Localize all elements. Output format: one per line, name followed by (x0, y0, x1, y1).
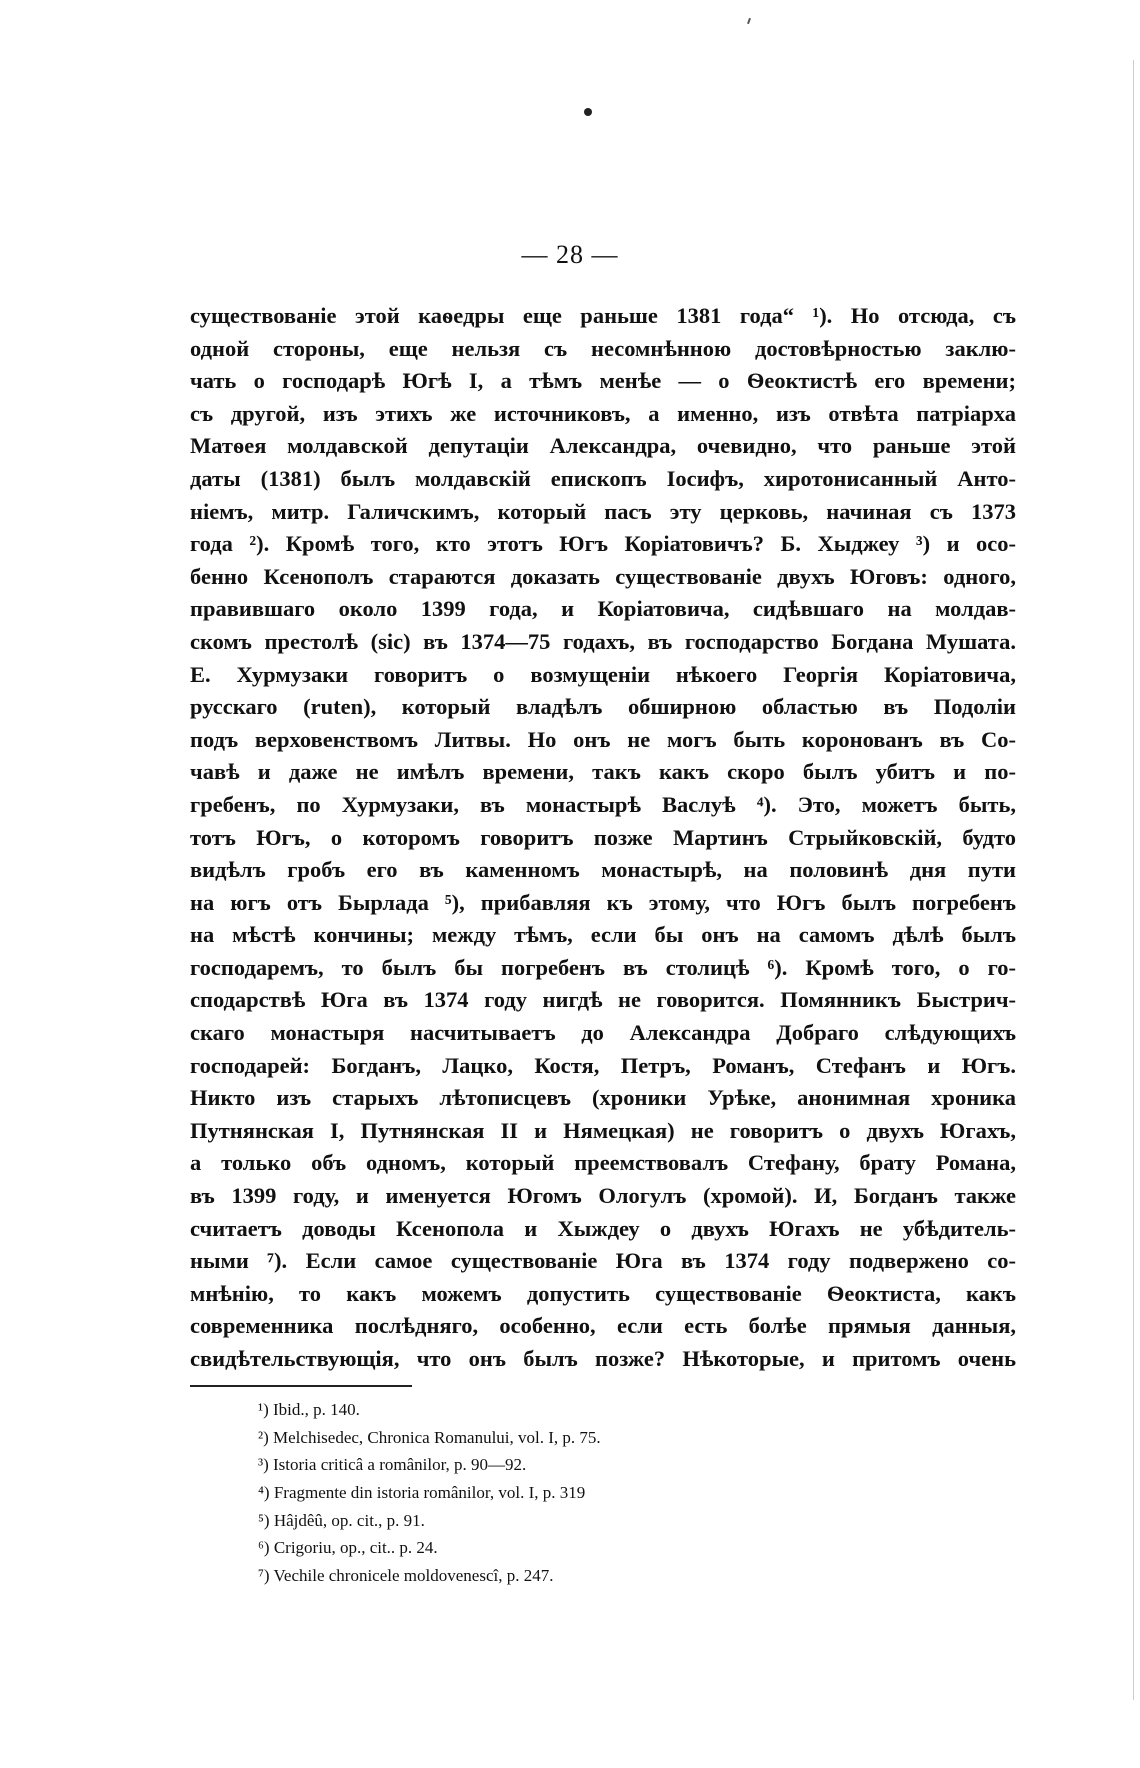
text-line: скомъ престолѣ (sic) въ 1374—75 годахъ, въ господарство Богдана Мушата. (190, 628, 1016, 654)
page-edge (1133, 60, 1134, 1700)
text-line: съ другой, изъ этихъ же источниковъ, а именно, изъ отвѣта патріарха (190, 400, 1016, 426)
text-line: сподарствѣ Юга въ 1374 году нигдѣ не говорится. Помянникъ Быстрич- (190, 987, 1016, 1013)
footnote: ⁷) Vechile chronicele moldovenescî, p. 247. (258, 1566, 554, 1586)
text-line: Путнянская I, Путнянская II и Нямецкая) не говоритъ о двухъ Югахъ, (190, 1117, 1016, 1143)
footnote: ⁴) Fragmente din istoria românilor, vol. I, p. 319 (258, 1483, 586, 1503)
text-line: въ 1399 году, и именуется Югомъ Ологулъ (хромой). И, Богданъ также (190, 1183, 1016, 1209)
text-line: гребенъ, по Хурмузаки, въ монастырѣ Васлуѣ ⁴). Это, можетъ быть, (190, 791, 1016, 817)
text-line: одной стороны, еще нельзя съ несомнѣнною достовѣрностью заклю- (190, 335, 1016, 361)
text-line: ными ⁷). Если самое существованіе Юга въ 1374 году подвержено со- (190, 1248, 1016, 1274)
text-line: господаремъ, то былъ бы погребенъ въ столицѣ ⁶). Кромѣ того, о го- (190, 954, 1016, 980)
text-line: Е. Хурмузаки говоритъ о возмущеніи нѣкоего Георгія Коріатовича, (190, 661, 1016, 687)
page-number: — 28 — (521, 240, 619, 269)
footnote: ³) Istoria criticâ a românilor, p. 90—92. (258, 1455, 527, 1475)
text-line: чать о господарѣ Югѣ I, а тѣмъ менѣе — о Ѳеоктистѣ его времени; (190, 368, 1016, 394)
text-line: на югъ отъ Бырлада ⁵), прибавляя къ этому, что Югъ былъ погребенъ (190, 889, 1016, 915)
footnote: ⁵) Hâjdêû, op. cit., p. 91. (258, 1510, 425, 1530)
text-line: Матѳея молдавской депутаціи Александра, очевидно, что раньше этой (190, 433, 1016, 459)
text-line: русскаго (ruten), который владѣлъ обширною областью въ Подоліи (190, 694, 1016, 720)
text-line: свидѣтельствующія, что онъ былъ позже? Нѣкоторые, и притомъ очень (190, 1346, 1016, 1371)
text-line: подъ верховенствомъ Литвы. Но онъ не могъ быть коронованъ въ Со- (190, 726, 1016, 752)
footnote-divider (190, 1385, 412, 1387)
text-line: видѣлъ гробъ его въ каменномъ монастырѣ, на половинѣ дня пути (190, 857, 1016, 883)
text-line: ніемъ, митр. Галичскимъ, который пасъ эту церковь, начиная съ 1373 (190, 498, 1016, 524)
footnote: ¹) Ibid., p. 140. (258, 1400, 360, 1419)
text-line: считаетъ доводы Ксенопола и Хыждеу о двухъ Югахъ не убѣдитель- (190, 1215, 1016, 1241)
text-line: правившаго около 1399 года, и Коріатовича, сидѣвшаго на молдав- (190, 596, 1016, 622)
footnotes (258, 1396, 858, 1590)
ink-dot (584, 108, 592, 116)
text-line: а только объ одномъ, который преемствовалъ Стефану, брату Романа, (190, 1150, 1016, 1176)
text-line: бенно Ксенополъ стараются доказать существованіе двухъ Юговъ: одного, (190, 563, 1016, 589)
text-line: господарей: Богданъ, Лацко, Костя, Петръ, Романъ, Стефанъ и Югъ. (190, 1052, 1016, 1078)
text-line: скаго монастыря насчитываетъ до Александра Добраго слѣдующихъ (190, 1020, 1016, 1046)
text-line: на мѣстѣ кончины; между тѣмъ, если бы онъ на самомъ дѣлѣ былъ (190, 922, 1016, 948)
footnote: ²) Melchisedec, Chronica Romanului, vol. I, p. 75. (258, 1427, 601, 1447)
text-line: года ²). Кромѣ того, кто этотъ Югъ Коріатовичъ? Б. Хыджеу ³) и осо- (190, 531, 1016, 557)
body-text (190, 300, 1016, 1376)
text-line: даты (1381) былъ молдавскій епископъ Іосифъ, хиротонисанный Анто- (190, 465, 1016, 491)
text-line: тотъ Югъ, о которомъ говоритъ позже Мартинъ Стрыйковскій, будто (190, 824, 1016, 850)
text-line: Никто изъ старыхъ лѣтописцевъ (хроники Урѣке, анонимная хроника (190, 1085, 1016, 1111)
text-line: современника послѣдняго, особенно, если есть болѣе прямыя данныя, (190, 1313, 1016, 1339)
footnote: ⁶) Crigoriu, op., cit.. p. 24. (258, 1538, 438, 1558)
scan-mark (747, 18, 751, 24)
text-line: чавѣ и даже не имѣлъ времени, такъ какъ скоро былъ убитъ и по- (190, 759, 1016, 785)
text-line: существованіе этой каѳедры еще раньше 1381 года“ ¹). Но отсюда, съ (190, 303, 1016, 328)
text-line: мнѣнію, то какъ можемъ допустить существованіе Ѳеоктиста, какъ (190, 1280, 1016, 1306)
